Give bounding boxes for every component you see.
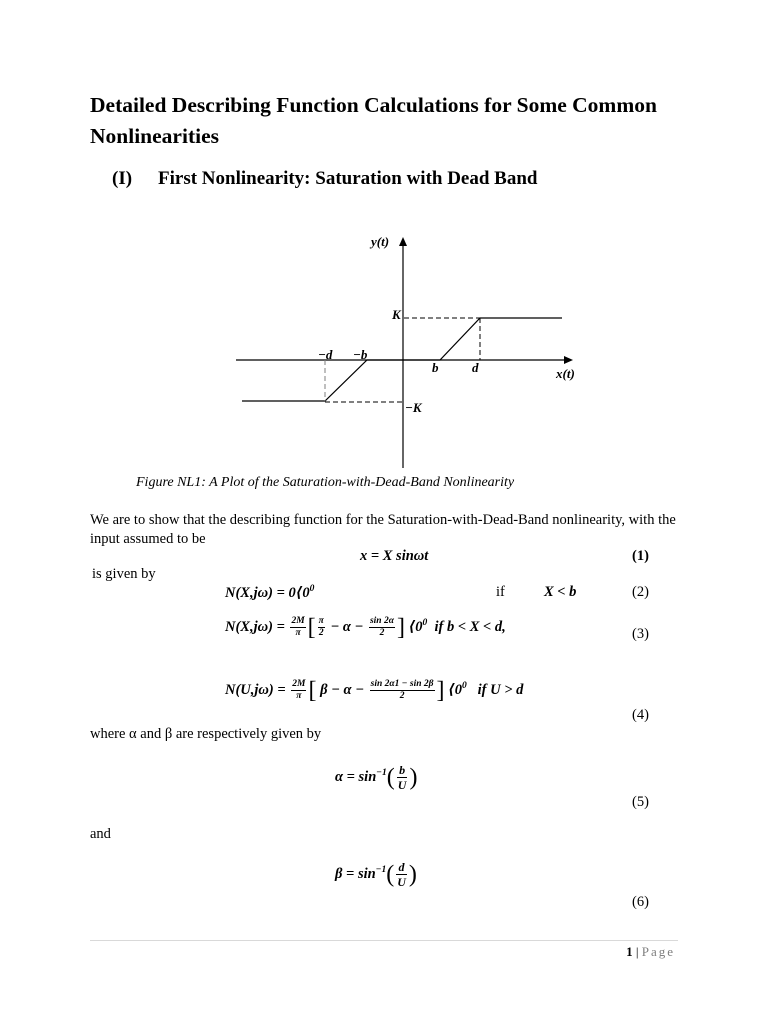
equation-3-middle: − α − [330,618,364,635]
x-axis-arrowhead [564,356,573,364]
equation-4-number: (4) [632,707,649,723]
equation-5-inverse: −1 [376,768,387,778]
equation-6-lhs: β = sin [335,865,376,882]
page-word: Page [641,944,675,959]
equation-5-fraction: $\frac{b}{U}$ [397,763,407,792]
equation-4-middle: β − α − [320,681,364,698]
where-text: where α and β are respectively given by [90,726,322,742]
nonlinearity-figure [230,228,590,473]
neg-b-label: −b [353,347,368,362]
page-footer [626,944,675,960]
equation-6-fraction: $\frac{d}{U}$ [397,860,406,889]
y-axis-arrowhead [399,237,407,246]
equation-3-angle: ⟨0 [408,618,423,635]
equation-1-number: (1) [632,548,649,564]
figure-caption: Figure NL1: A Plot of the Saturation-with-Dead-Band Nonlinearity [136,475,515,490]
equation-2 [225,584,314,602]
equation-4-degree: 0 [462,681,467,691]
footer-rule [90,940,678,941]
equation-3-number: (3) [632,626,649,642]
x-axis-label: x(t) [556,366,575,381]
equation-2-if: if [496,584,505,600]
b-label: b [432,360,439,375]
section-title: First Nonlinearity: Saturation with Dead Band [158,168,538,189]
equation-4-coefficient: $\frac{2M}{\pi}$ [292,679,306,701]
equation-5-lhs: α = sin [335,768,377,785]
equation-1: x = X sinωt [360,548,429,564]
section-number: (I) [112,168,133,189]
equation-3-coefficient: $\frac{2M}{\pi}$ [291,616,305,638]
equation-4-angle: ⟨0 [448,681,463,698]
equation-3-pi-half: $\frac{\pi}{2}$ [318,616,324,638]
intro-paragraph: We are to show that the describing function for the Saturation-with-Dead-Band nonlinearity, with the input assumed to be [90,512,676,547]
document-title: Detailed Describing Function Calculations for Some Common Nonlinearities [90,93,657,148]
equation-3: N(X,jω) = $\frac{2M}{\pi}$ [ $\frac{\pi}{2}$ − α − $\frac{\sin 2\alpha}{2}$ ] $⟨0^0$ if b < X < d, [225,614,506,641]
page-number: 1 [626,944,633,959]
equation-2-number: (2) [632,584,649,600]
equation-2-lhs: N(X,jω) = 0⟨0 [225,585,310,601]
equation-6-number: (6) [632,894,649,910]
equation-6: $\beta = \sin^{-1}$( $\frac{d}{U}$ ) [335,860,417,889]
equation-4-sine-fraction: $\frac{\sin 2\alpha 1 - \sin 2\beta}{2}$ [370,679,434,701]
equation-6-inverse: −1 [375,865,387,875]
neg-d-label: −d [318,347,333,362]
y-axis-label: y(t) [371,234,390,249]
footer-separator: | [635,944,639,959]
equation-4: N(U,jω) = $\frac{2M}{\pi}$ [ β − α − $\frac{\sin 2\alpha 1 - \sin 2\beta}{2}$ ] $⟨0^0$ if U > d [225,677,524,704]
equation-5-number: (5) [632,794,649,810]
equation-5: $\alpha = \sin^{-1}$( $\frac{b}{U}$ ) [335,763,418,792]
equation-3-lhs: N(X,jω) = [225,618,285,635]
given-by-text: is given by [92,566,156,582]
k-label: K [392,307,401,322]
and-text: and [90,826,111,842]
equation-3-condition: if b < X < d, [434,618,506,635]
equation-2-degree: 0 [309,584,315,595]
equation-3-degree: 0 [422,618,428,628]
equation-4-lhs: N(U,jω) = [225,681,286,698]
equation-4-condition: if U > d [477,681,524,698]
d-label: d [472,360,479,375]
equation-2-condition: X < b [544,584,577,600]
equation-3-sine-fraction: $\frac{\sin 2\alpha}{2}$ [369,616,394,638]
neg-k-label: −K [405,400,422,415]
